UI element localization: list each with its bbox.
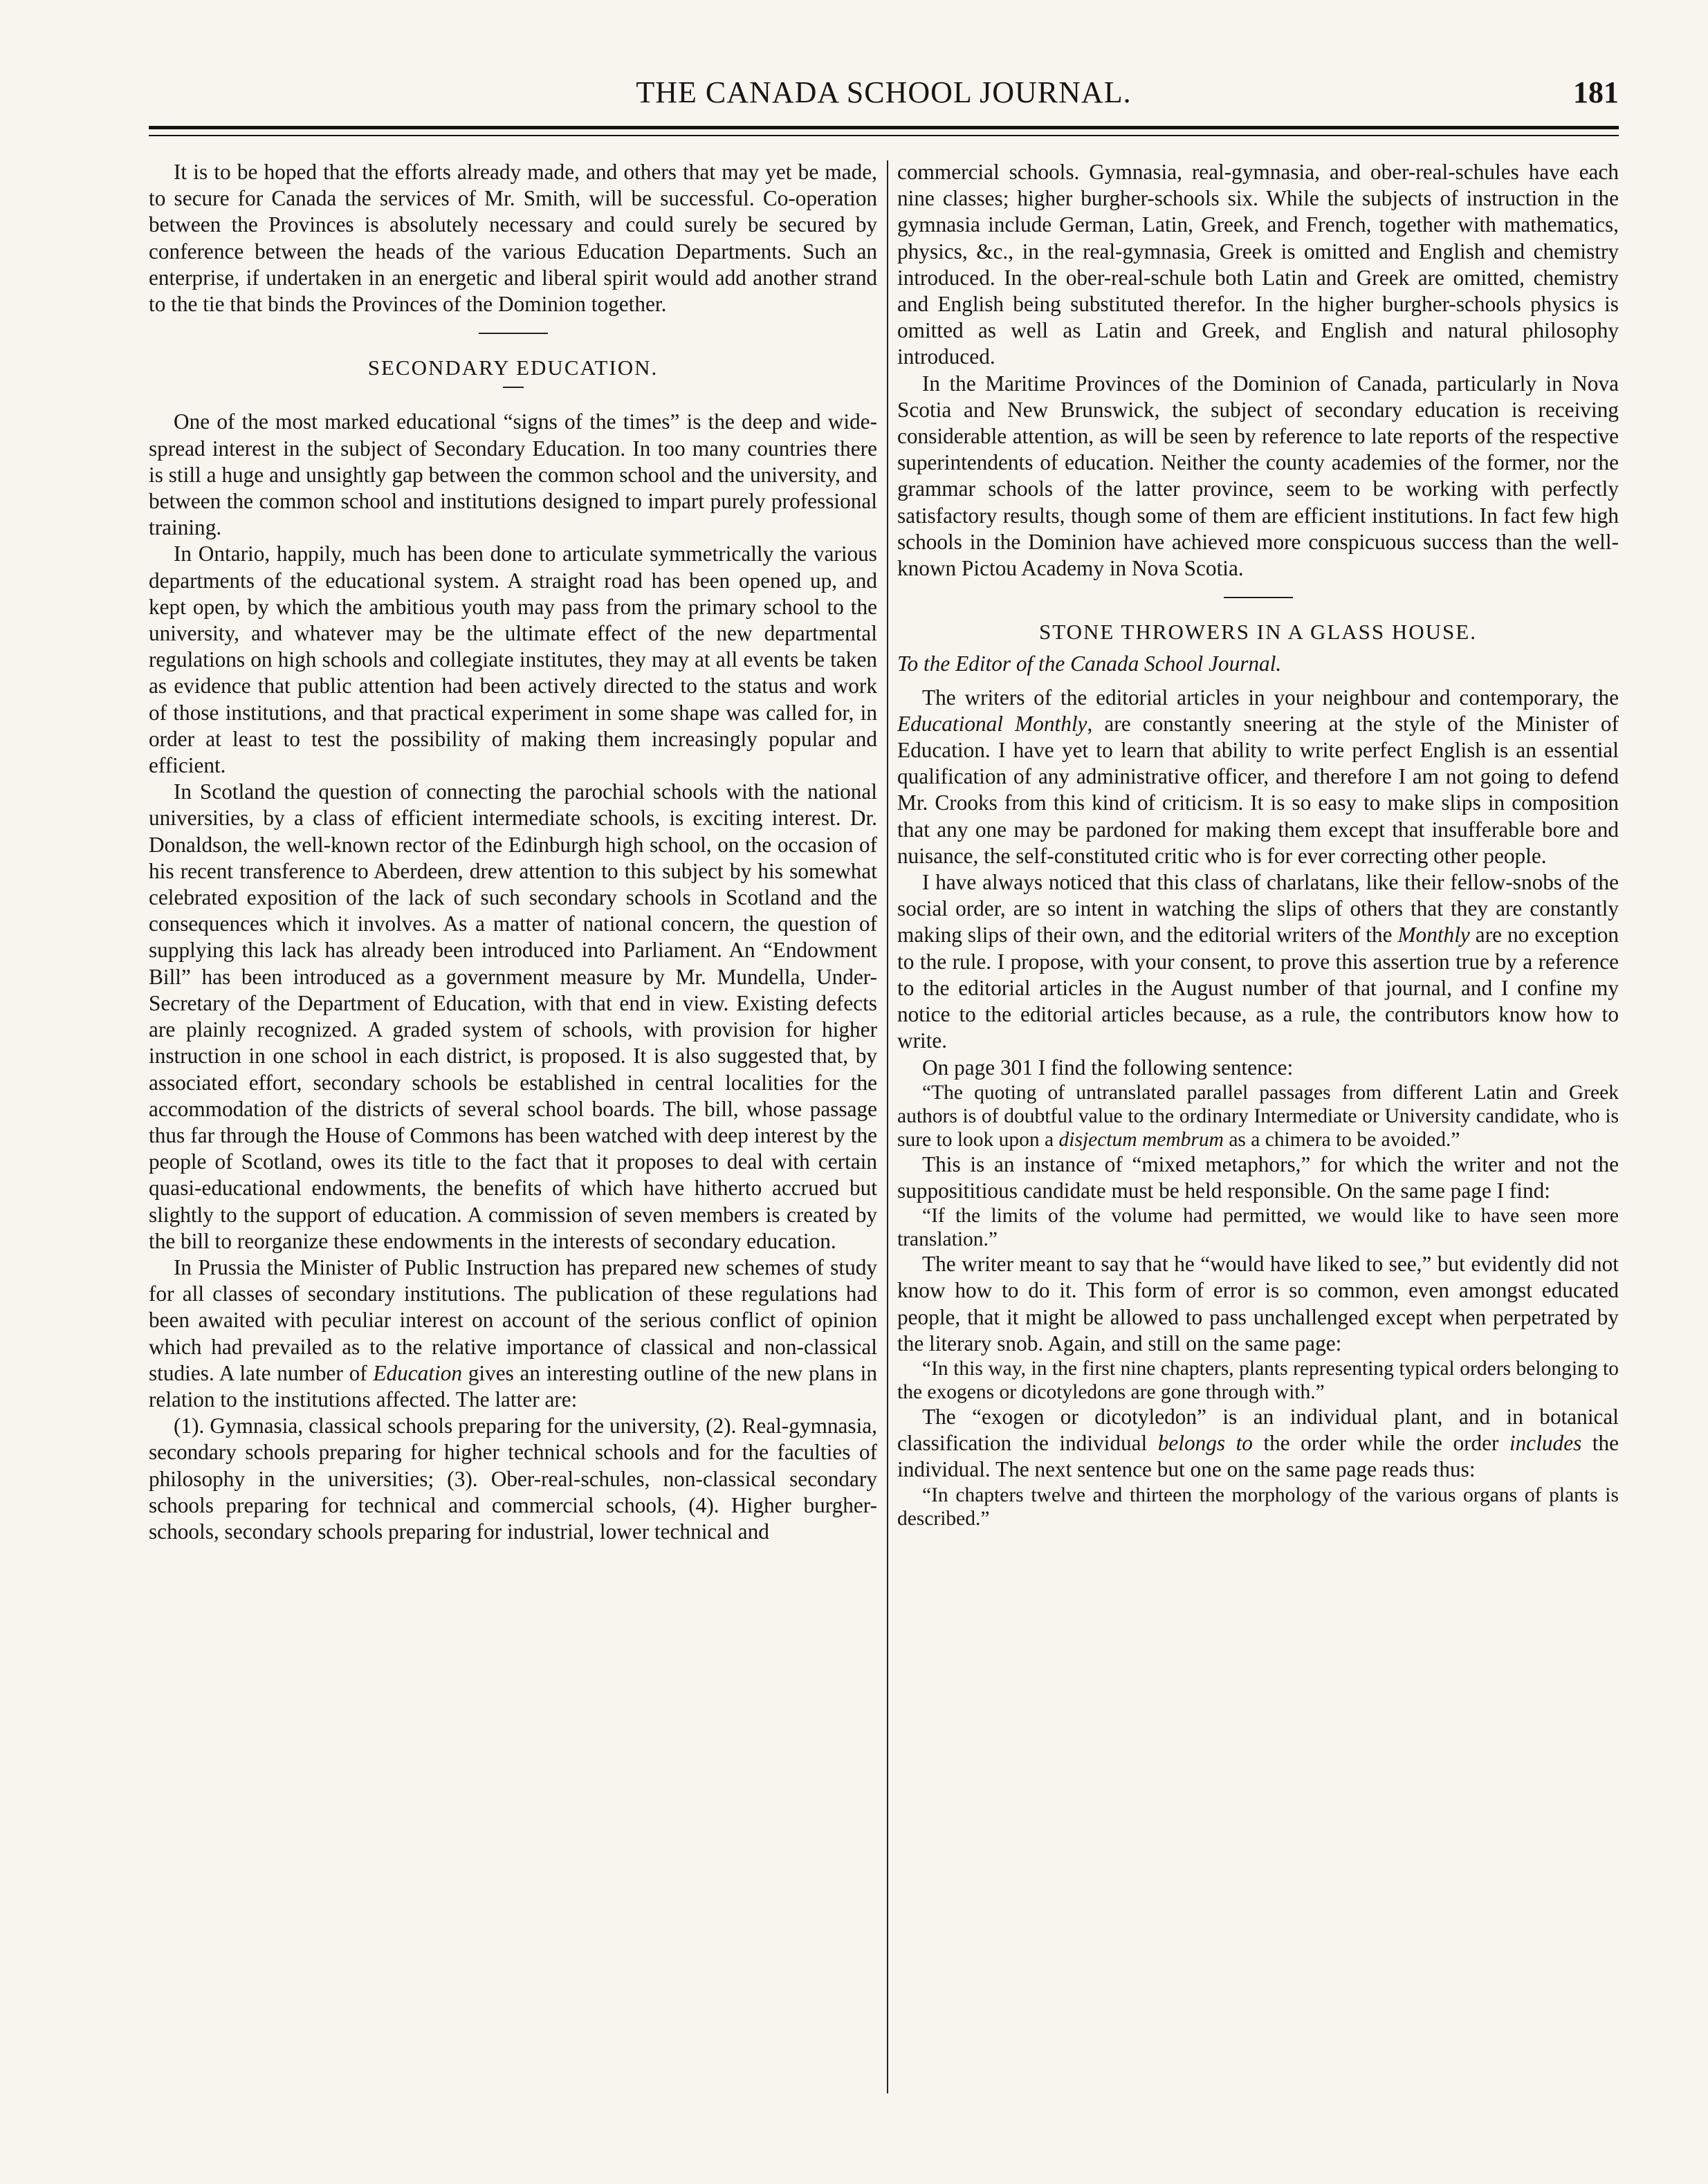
quote1-text-b: as a chimera to be avoided.”	[1223, 1128, 1460, 1151]
paragraph-maritime: In the Maritime Provinces of the Dominion of Canada, particularly in Nova Scotia and New Brunswick, the subject of secondary education is receiving considerable attention, as will be seen by reference to late reports of the respective superintendents of education. Neither the county academies of the former, nor the grammar schools of the latter province, seem to be working with perfectly satisfactory results, though some of them are efficient institutions. In fact few high schools in the Dominion have achieved more conspicuous success than the well-known Pictou Academy in Nova Scotia.	[897, 371, 1619, 581]
quote1-text-a: “The quoting of untranslated parallel passages from different Latin and Greek authors is of doubtful value to the ordinary Intermediate or University candidate, who is sure to look upon a	[897, 1081, 1619, 1151]
header-rule-thick	[149, 126, 1619, 129]
paragraph-mixed-metaphors: This is an instance of “mixed metaphors,” for which the writer and not the supposititious candidate must be held responsible. On the same page I find:	[897, 1151, 1619, 1203]
letter-p2-text-b: are no exception to the rule. I propose, with your consent, to prove this assertion true by a reference to the editorial articles in the August number of that journal, and I confine my notice to the editorial articles because, as a rule, the contributors know how to write.	[897, 923, 1619, 1053]
letter-p1-italic: Educational Monthly	[897, 711, 1087, 736]
header-rule-thin	[149, 135, 1619, 136]
letter-p2-italic: Monthly	[1397, 923, 1470, 947]
section-separator	[1224, 597, 1293, 598]
exogen-text-a: The “exogen or dicotyledon” is an individual plant, and in botanical classification the individual	[897, 1404, 1619, 1456]
prussia-italic-education: Education	[373, 1360, 463, 1385]
heading-dash	[503, 387, 524, 388]
section-heading-stone-throwers: STONE THROWERS IN A GLASS HOUSE.	[1039, 620, 1477, 645]
letter-paragraph-1	[897, 685, 1619, 869]
page-number: 181	[1573, 75, 1619, 109]
paragraph-writer-meant: The writer meant to say that he “would have liked to see,” but evidently did not know how to do it. This form of error is so common, even amongst educated people, that it might be allowed to pass unchallenged except when perpetrated by the literary snob. Again, and still on the same page:	[897, 1252, 1619, 1355]
paragraph-scotland: In Scotland the question of connecting the parochial schools with the national universities, by a class of efficient intermediate schools, is exciting interest. Dr. Donaldson, the well-known rector of the Edinburgh high school, on the occasion of his recent transference to Aberdeen, drew attention to this subject by his somewhat celebrated exposition of the lack of such secondary schools in Scotland and the consequences which it involves. As a matter of national concern, the question of supplying this lack has already been introduced into Parliament. An “Endowment Bill” has been introduced as a government measure by Mr. Mundella, Under-Secretary of the Department of Education, with that end in view. Existing defects are plainly recognized. A graded system of schools, with provision for higher instruction in one school in each district, is proposed. It is also suggested that, by associated effort, secondary schools be established in central localities for the accommodation of the districts of several school boards. The bill, whose passage thus far through the House of Commons has been watched with deep interest by the people of Scotland, owes its title to the fact that it proposes to deal with certain quasi-educational endowments, the benefits of which have hitherto accrued but slightly to the support of education. A commission of seven members is created by the bill to reorganize these endowments in the interests of secondary education.	[149, 779, 877, 1253]
prussia-text-b: gives an interesting outline of the new plans in relation to the institutions affected. The latter are:	[149, 1360, 877, 1412]
paragraph-signs-of-times: One of the most marked educational “signs of the times” is the deep and wide-spread interest in the subject of Secondary Education. In too many countries there is still a huge and unsightly gap between the common school and the university, and between the common school and institutions designed to impart purely professional training.	[149, 409, 877, 540]
quote-3: “In this way, in the first nine chapters, plants representing typical orders belonging to the exogens or dicotyledons are gone through with.”	[897, 1357, 1619, 1403]
letter-paragraph-2	[897, 869, 1619, 1054]
section-heading-secondary-education: SECONDARY EDUCATION.	[367, 355, 659, 380]
intro-paragraph: It is to be hoped that the efforts already made, and others that may yet be made, to secure for Canada the services of Mr. Smith, will be successful. Co-operation between the Provinces is absolutely necessary and could surely be secured by conference between the heads of the various Education Departments. Such an enterprise, if undertaken in an energetic and liberal spirit would add another strand to the tie that binds the Provinces of the Dominion together.	[149, 160, 877, 317]
quote-1	[897, 1081, 1619, 1151]
exogen-italic-belongs: belongs to	[1157, 1431, 1253, 1456]
quote1-italic: disjectum membrum	[1058, 1128, 1224, 1151]
exogen-text-c: the individual. The next sentence but one on the same page reads thus:	[897, 1431, 1619, 1482]
paragraph-prussia	[149, 1255, 877, 1413]
letter-p1-text-b: , are constantly sneering at the style of the Minister of Education. I have yet to learn that ability to write perfect English is an essential qualification of any administrative officer, and therefore I am not going to defend Mr. Crooks from this kind of criticism. It is so easy to make slips in composition that any one may be pardoned for making them except that insufferable bore and nuisance, the self-constituted critic who is for ever correcting other people.	[897, 711, 1619, 868]
exogen-text-b: the order while the order	[1252, 1431, 1509, 1456]
letter-p2-text-a: I have always noticed that this class of charlatans, like their fellow-snobs of the social order, are so intent in watching the slips of others that they are constantly making slips of their own, and the editorial writers of the	[897, 870, 1619, 947]
paragraph-ontario: In Ontario, happily, much has been done to articulate symmetrically the various departments of the educational system. A straight road has been opened up, and kept open, by which the ambitious youth may pass from the primary school to the university, and whatever may be the ultimate effect of the new departmental regulations on high schools and collegiate institutes, they may at all events be taken as evidence that public attention had been actively directed to the status and work of those institutions, and that practical experiment in some shape was called for, in order at least to test the possibility of making them increasingly popular and efficient.	[149, 542, 877, 778]
page-header	[149, 69, 1619, 124]
section-separator	[479, 333, 548, 334]
prussia-text-a: In Prussia the Minister of Public Instruction has prepared new schemes of study for all classes of secondary institutions. The publication of these regulations had been awaited with peculiar interest on account of the serious conflict of opinion which had prevailed as to the relative importance of classical and non-classical studies. A late number of	[149, 1255, 877, 1385]
paragraph-continuation: commercial schools. Gymnasia, real-gymnasia, and ober-real-schules have each nine classes; higher burgher-schools six. While the subjects of instruction in the gymnasia include German, Latin, Greek, and French, together with mathematics, physics, &c., in the real-gymnasia, Greek is omitted and English and chemistry introduced. In the ober-real-schule both Latin and Greek are omitted, chemistry and English being substituted therefor. In the higher burgher-schools physics is omitted as well as Latin and Greek, and English and natural philosophy introduced.	[897, 160, 1619, 369]
right-column	[897, 159, 1619, 2095]
left-column	[149, 159, 877, 2095]
paragraph-school-list: (1). Gymnasia, classical schools preparing for the university, (2). Real-gymnasia, secondary schools preparing for higher technical schools and for the faculties of philosophy in the universities; (3). Ober-real-schules, non-classical secondary schools preparing for technical and commercial schools, (4). Higher burgher-schools, secondary schools preparing for industrial, lower technical and	[149, 1414, 877, 1544]
exogen-italic-includes: includes	[1509, 1431, 1582, 1456]
paragraph-exogen	[897, 1404, 1619, 1483]
quote-4: “In chapters twelve and thirteen the morphology of the various organs of plants is described.”	[897, 1483, 1619, 1530]
letter-salutation: To the Editor of the Canada School Journal.	[897, 651, 1282, 676]
quote-2: “If the limits of the volume had permitted, we would like to have seen more translation.”	[897, 1205, 1619, 1251]
letter-p1-text-a: The writers of the editorial articles in your neighbour and contemporary, the	[922, 685, 1619, 710]
paragraph-page-301: On page 301 I find the following sentence:	[922, 1055, 1294, 1080]
journal-title: THE CANADA SCHOOL JOURNAL.	[636, 75, 1132, 109]
column-divider	[887, 160, 888, 2093]
